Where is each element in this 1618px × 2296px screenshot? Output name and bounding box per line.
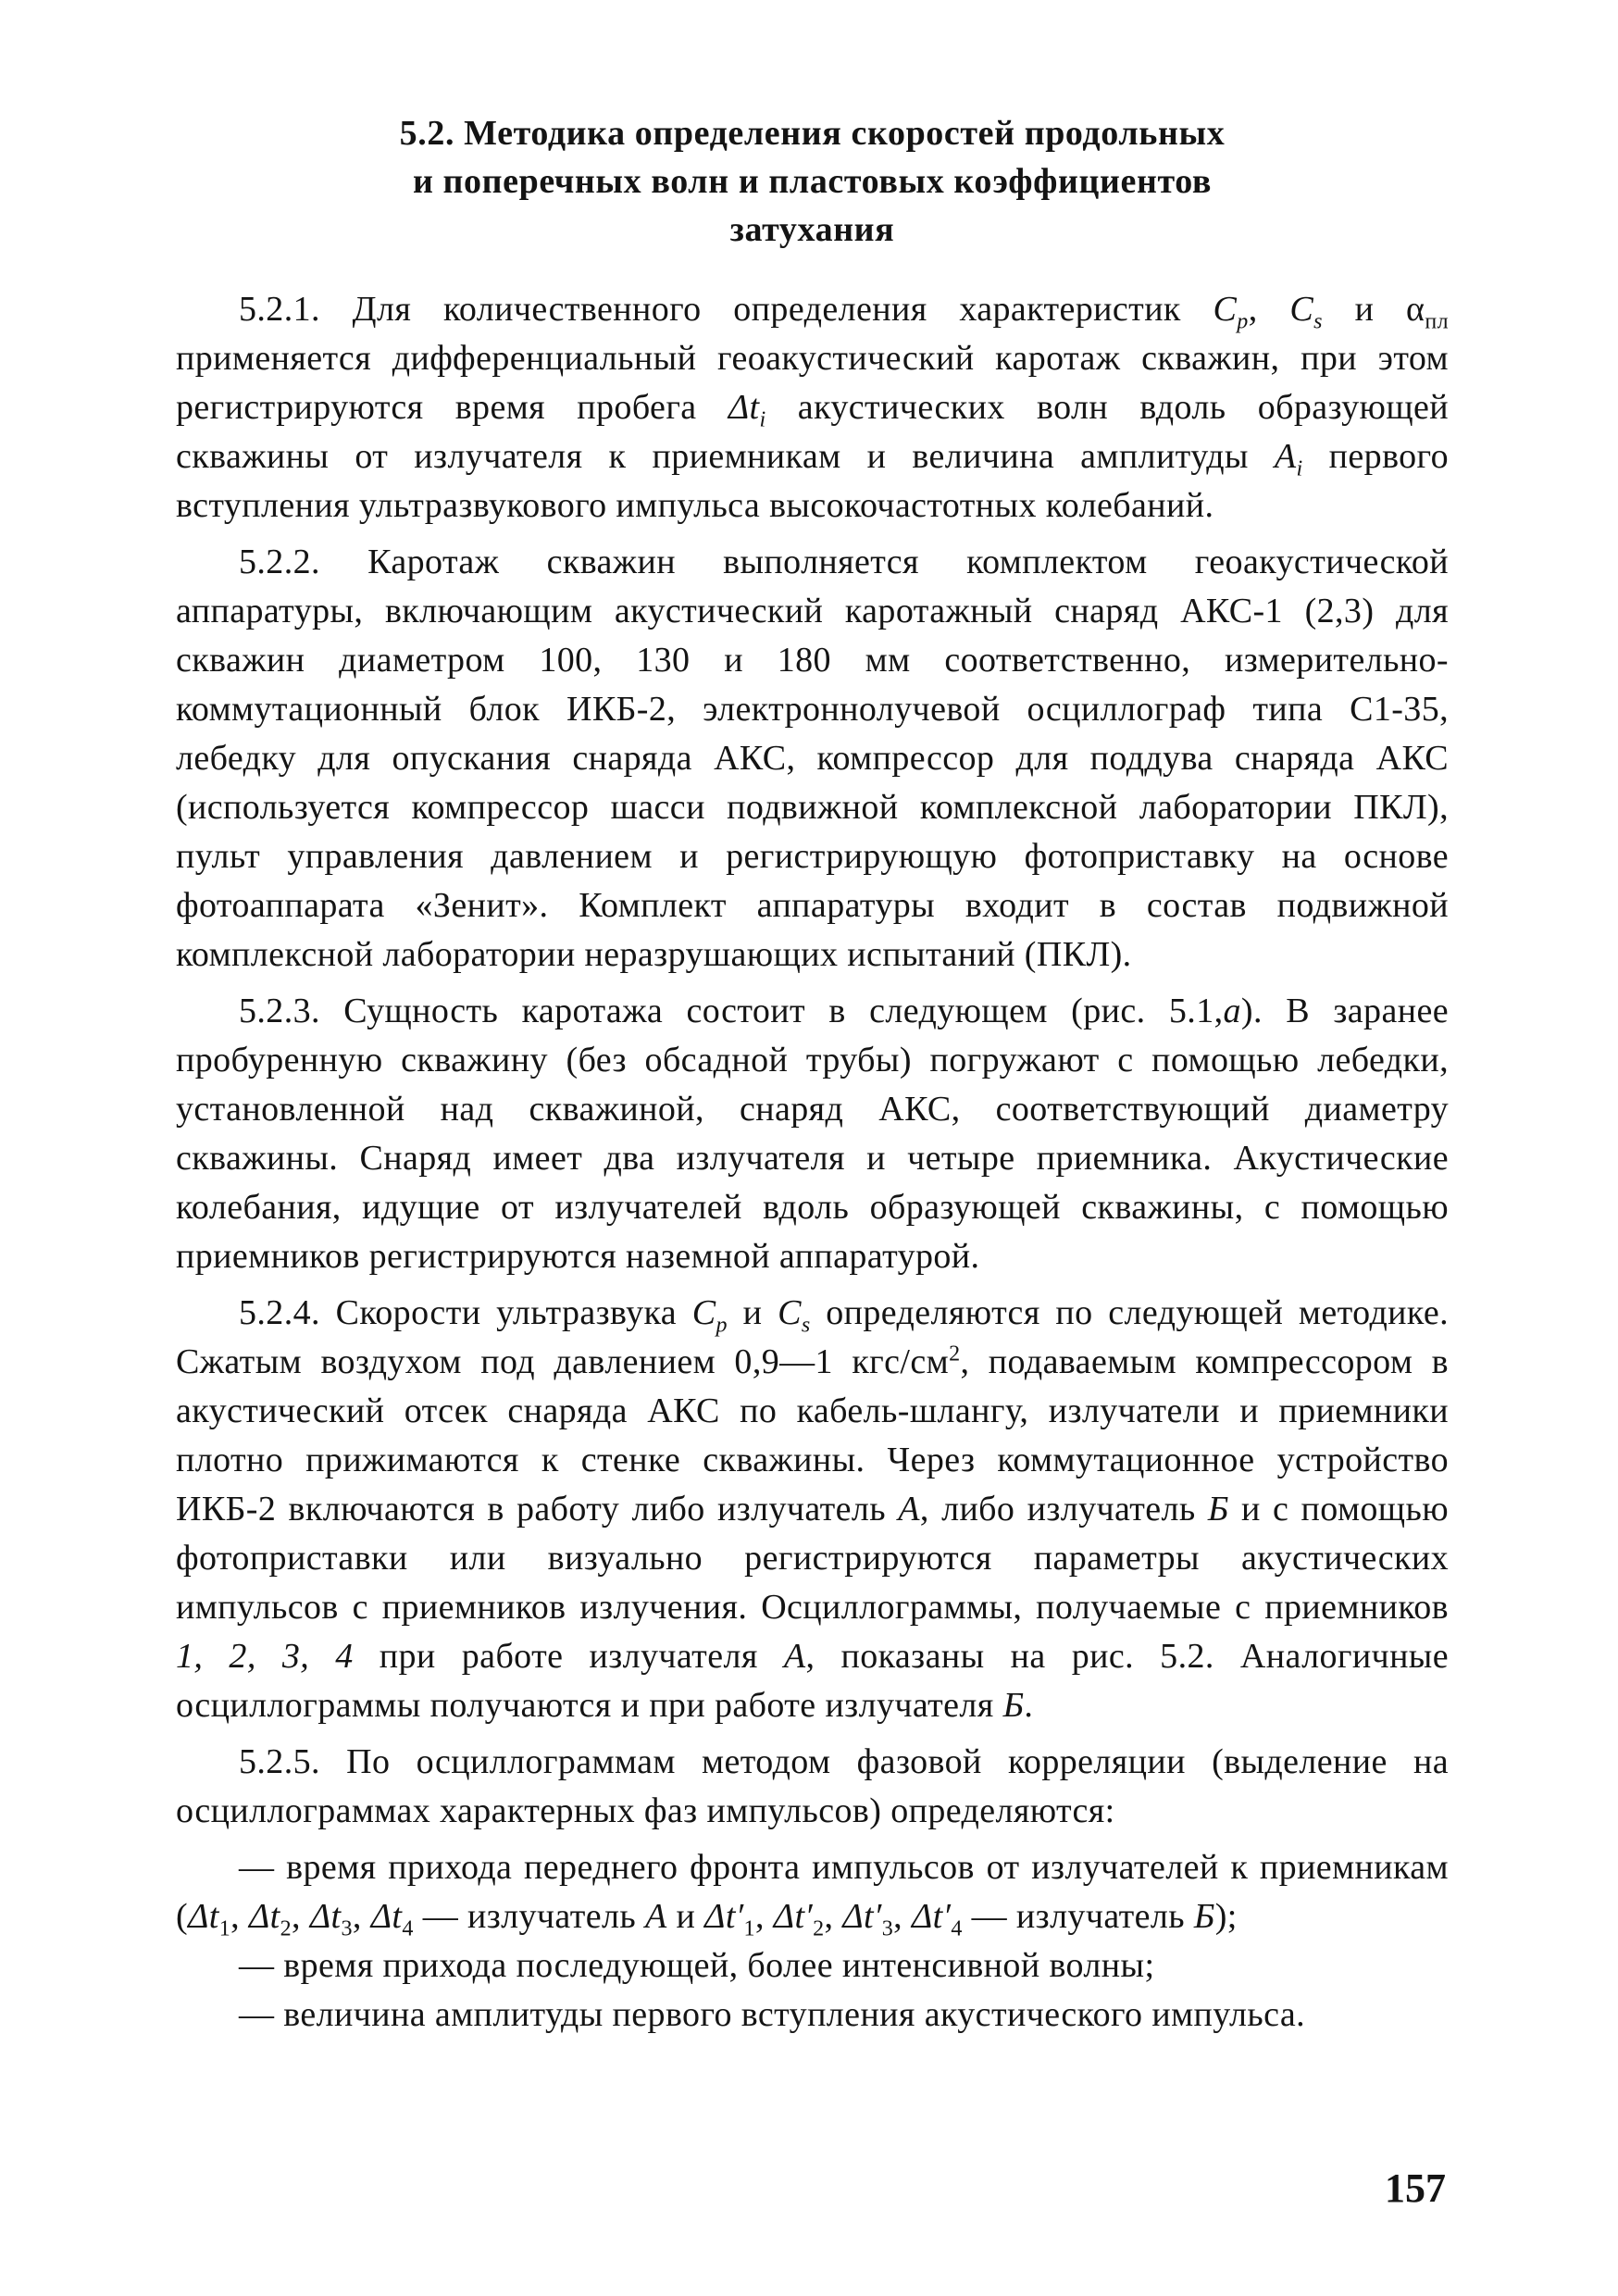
paragraph-5-2-4: 5.2.4. Скорости ультразвука $C_p$ и $C_s$ определяются по следующей методике. Сжатым воздухом под давлением 0,9—1 кгс/$см^2$, подаваемым компрессором в акустический отсек снаряда АКС по кабель-шлангу, излучатели и приемники плотно прижимаются к стенке скважины. Через коммутационное устройство ИКБ-2 включаются в работу либо излучатель А, либо излучатель Б и с помощью фотоприставки или визуально регистрируются параметры акустических импульсов с приемников излучения. Осциллограммы, получаемые с приемников 1, 2, 3, 4 при работе излучателя А, показаны на рис. 5.2. Аналогичные осциллограммы получаются и при работе излучателя Б.: [176, 1293, 1450, 1725]
list-item: — время прихода последующей, более интенсивной волны;: [239, 1946, 1155, 1985]
section-heading: [176, 109, 1449, 254]
paragraph-5-2-2: 5.2.2. Каротаж скважин выполняется комплектом геоакустической аппаратуры, включающим акустический каротажный снаряд АКС-1 (2,3) для скважин диаметром 100, 130 и 180 мм соответственно, измерительно-коммутационный блок ИКБ-2, электроннолучевой осциллограф типа С1-35, лебедку для опускания снаряда АКС, компрессор для поддува снаряда АКС (используется компрессор шасси подвижной комплексной лаборатории ПКЛ), пульт управления давлением и регистрирующую фотоприставку на основе фотоаппарата «Зенит». Комплект аппаратуры входит в состав подвижной комплексной лаборатории неразрушающих испытаний (ПКЛ).: [176, 543, 1449, 974]
paragraph-5-2-1: 5.2.1. Для количественного определения характеристик $C_p$, $C_s$ и $\alpha_{пл}$ применяется дифференциальный геоакустический каротаж скважин, при этом регистрируются время пробега $\Delta t_i$ акустических волн вдоль образующей скважины от излучателя к приемникам и величина амплитуды $A_i$ первого вступления ультразвукового импульса высокочастотных колебаний.: [176, 290, 1449, 525]
heading-line-1: 5.2. Методика определения скоростей продольных: [399, 114, 1226, 153]
paragraph-5-2-3: 5.2.3. Сущность каротажа состоит в следующем (рис. 5.1,а). В заранее пробуренную скважину (без обсадной трубы) погружают с помощью лебедки, установленной над скважиной, снаряд АКС, соответствующий диаметру скважины. Снаряд имеет два излучателя и четыре приемника. Акустические колебания, идущие от излучателей вдоль образующей скважины, с помощью приемников регистрируются наземной аппаратурой.: [176, 992, 1449, 1276]
list-item: — величина амплитуды первого вступления акустического импульса.: [239, 1995, 1305, 2034]
page-content: [176, 109, 1449, 2040]
heading-line-3: затухания: [729, 210, 895, 249]
heading-line-2: и поперечных волн и пластовых коэффициентов: [412, 162, 1213, 201]
page-number: 157: [1385, 2165, 1446, 2211]
list-item: — время прихода переднего фронта импульсов от излучателей к приемникам ($\Delta t_1$, $\Delta t_2$, $\Delta t_3$, $\Delta t_4$ — излучатель А и $\Delta t'_1$, $\Delta t'_2$, $\Delta t'_3$, $\Delta t'_4$ — излучатель Б);: [176, 1848, 1449, 1941]
paragraph-5-2-5: 5.2.5. По осциллограммам методом фазовой корреляции (выделение на осциллограммах характерных фаз импульсов) определяются:: [176, 1742, 1449, 1830]
